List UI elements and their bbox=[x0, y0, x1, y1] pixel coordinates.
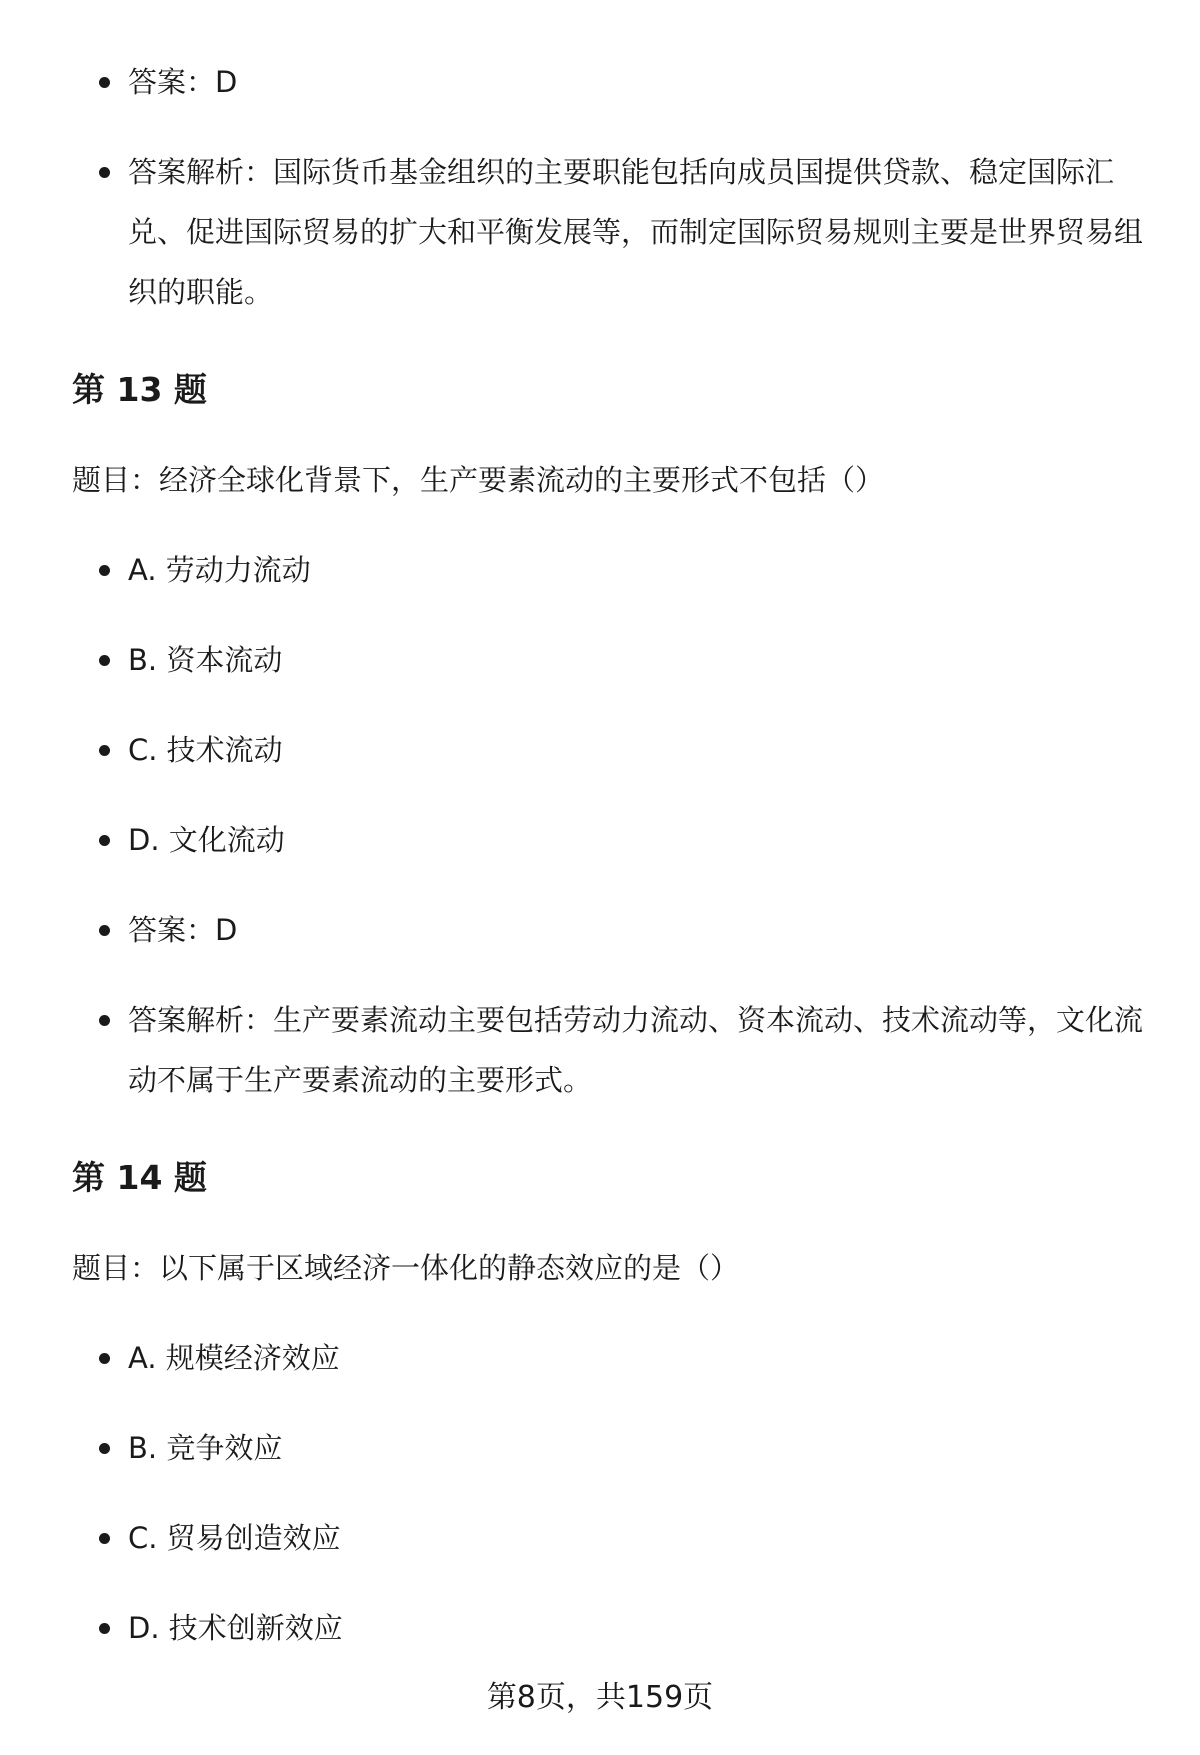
answer-item: 答案：D bbox=[72, 900, 1144, 960]
page-number-footer: 第8页，共159页 bbox=[486, 1680, 714, 1715]
answer-item: 答案：D bbox=[72, 52, 1144, 112]
question-stem: 题目：以下属于区域经济一体化的静态效应的是（） bbox=[72, 1251, 740, 1285]
question-title: 第 14 题 bbox=[72, 1158, 207, 1197]
option-c: C. 技术流动 bbox=[72, 720, 1144, 780]
option-d: D. 文化流动 bbox=[72, 810, 1144, 870]
question-13 bbox=[72, 360, 1144, 1110]
option-a: A. 劳动力流动 bbox=[72, 540, 1144, 600]
page-content bbox=[72, 52, 1144, 1658]
option-b: B. 资本流动 bbox=[72, 630, 1144, 690]
question-title: 第 13 题 bbox=[72, 370, 207, 409]
question-14 bbox=[72, 1148, 1144, 1658]
explanation-item: 答案解析：生产要素流动主要包括劳动力流动、资本流动、技术流动等，文化流动不属于生产要素流动的主要形式。 bbox=[72, 990, 1144, 1110]
option-list bbox=[72, 1328, 1144, 1658]
explanation-item: 答案解析：国际货币基金组织的主要职能包括向成员国提供贷款、稳定国际汇兑、促进国际贸易的扩大和平衡发展等，而制定国际贸易规则主要是世界贸易组织的职能。 bbox=[72, 142, 1144, 322]
option-d: D. 技术创新效应 bbox=[72, 1598, 1144, 1658]
prev-question-answer-list bbox=[72, 52, 1144, 322]
question-stem: 题目：经济全球化背景下，生产要素流动的主要形式不包括（） bbox=[72, 463, 885, 497]
option-b: B. 竞争效应 bbox=[72, 1418, 1144, 1478]
option-c: C. 贸易创造效应 bbox=[72, 1508, 1144, 1568]
option-list bbox=[72, 540, 1144, 1110]
option-a: A. 规模经济效应 bbox=[72, 1328, 1144, 1388]
